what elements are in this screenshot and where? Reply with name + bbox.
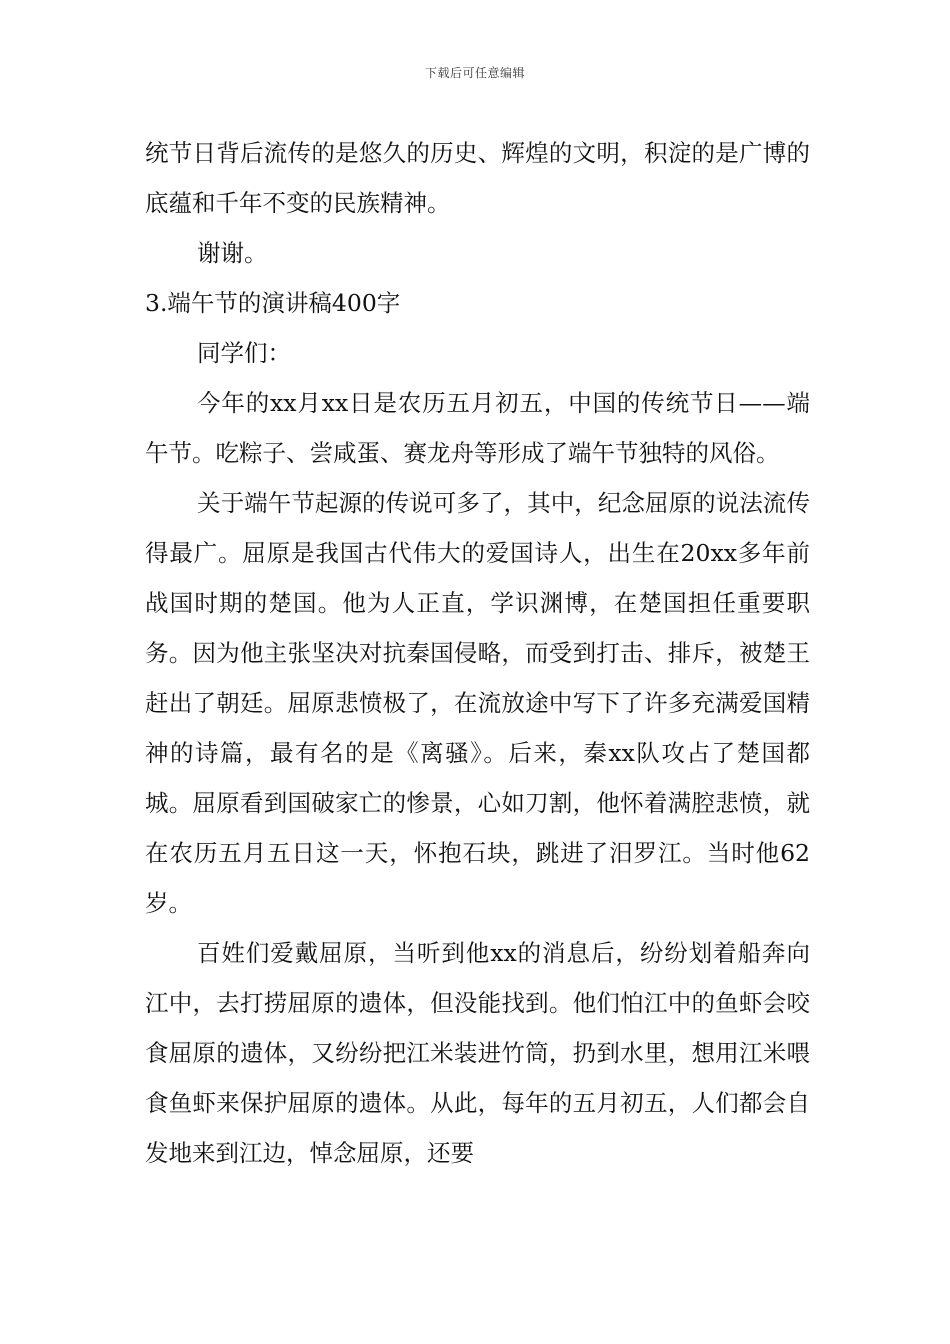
page-header: 下载后可任意编辑 xyxy=(424,66,525,80)
paragraph-salutation: 同学们： xyxy=(197,339,291,367)
section-heading: 3.端午节的演讲稿400字 xyxy=(145,289,401,317)
paragraph-commemoration: 百姓们爱戴屈原，当听到他xx的消息后，纷纷划着船奔向江中，去打捞屈原的遗体，但没能找到。他们怕江中的鱼虾会咬食屈原的遗体，又纷纷把江米装进竹筒，扔到水里，想用江米喂食鱼虾来保护屈原的遗体。从此，每年的五月初五，人们都会自发地来到江边，悼念屈原，还要 xyxy=(145,939,810,1167)
paragraph-continuation: 统节日背后流传的是悠久的历史、辉煌的文明，积淀的是广博的底蕴和千年不变的民族精神。 xyxy=(145,139,810,217)
paragraph-intro: 今年的xx月xx日是农历五月初五，中国的传统节日——端午节。吃粽子、尝咸蛋、赛龙舟等形成了端午节独特的风俗。 xyxy=(145,389,810,467)
paragraph-origin: 关于端午节起源的传说可多了，其中，纪念屈原的说法流传得最广。屈原是我国古代伟大的爱国诗人，出生在20xx多年前战国时期的楚国。他为人正直，学识渊博，在楚国担任重要职务。因为他主张坚决对抗秦国侵略，而受到打击、排斥，被楚王赶出了朝廷。屈原悲愤极了，在流放途中写下了许多充满爱国精神的诗篇，最有名的是《离骚》。后来，秦xx队攻占了楚国都城。屈原看到国破家亡的惨景，心如刀割，他怀着满腔悲愤，就在农历五月五日这一天，怀抱石块，跳进了汨罗江。当时他62岁。 xyxy=(145,489,810,917)
document-body xyxy=(145,128,810,1178)
paragraph-thanks: 谢谢。 xyxy=(197,239,268,267)
